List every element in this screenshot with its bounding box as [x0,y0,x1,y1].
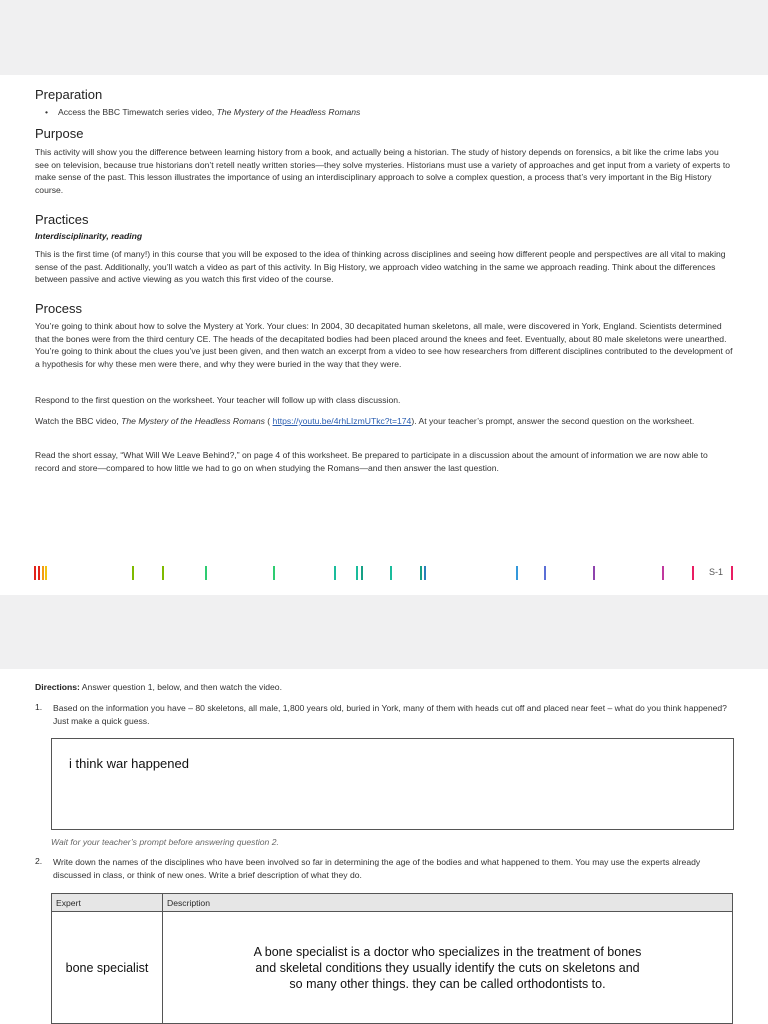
process-paragraph-3 [35,415,733,428]
preparation-list [35,107,733,121]
footer-stripe [361,566,363,580]
process-paragraph-1: You’re going to think about how to solve the Mystery at York. Your clues: In 2004, 30 decapitated human skeletons, all male, were discovered in York, England. Scientists determined that the bones were from the third century CE. The heads of the decapitated bodies had been placed around the knees and feet. Eventually, about 80 male skeletons were unearthed. You’re going to think about the clues you’ve just been given, and then watch an excerpt from a video to see how researchers from different disciplines contributed to the development of a hypothesis for why these men were there, and why they were buried in the way that they were. [35,321,733,369]
footer-stripe [424,566,426,580]
video-title: The Mystery of the Headless Romans [216,107,361,117]
footer-stripe [162,566,164,580]
question-1-text: Based on the information you have – 80 skeletons, all male, 1,800 years old, buried in York, many of them with heads cut off and placed near feet – what do you think happened? Just make a quick guess. [53,703,727,726]
column-header-expert: Expert [52,894,163,912]
watch-suffix: ). At your teacher’s prompt, answer the second question on the worksheet. [411,416,695,426]
description-cell[interactable]: A bone specialist is a doctor who specializes in the treatment of bones and skeletal conditions they usually identify the cuts on skeletons and so many other things. they can be called orthodontists to. [163,912,733,1024]
footer-stripe [334,566,336,580]
preparation-heading: Preparation [35,87,103,102]
purpose-heading: Purpose [35,126,84,141]
page-number: S-1 [709,567,724,577]
bullet-prefix: Access the BBC Timewatch series video, [58,107,217,117]
question-2 [35,856,733,881]
practices-text: This is the first time (of many!) in this course that you will be exposed to the idea of thinking across disciplines and seeing how different people and perspectives are all vital to making sense of the past. Additionally, you’ll watch a video as part of this activity. In Big History, we approach video watching in the same we approach reading. Think about the differences between passive and active viewing as you watch this first video of the course. [35,249,726,285]
process-paragraph-2: Respond to the first question on the worksheet. Your teacher will follow up with class discussion. [35,395,401,405]
watch-title: The Mystery of the Headless Romans [121,416,265,426]
footer-stripe [593,566,595,580]
question-1-number: 1. [35,702,43,712]
question-1-answer-box[interactable] [51,738,734,830]
footer-stripe [132,566,134,580]
footer-stripe [544,566,546,580]
wait-note: Wait for your teacher’s prompt before answering question 2. [51,837,279,847]
footer-stripe [34,566,36,580]
preparation-bullet [45,107,360,117]
experts-table [51,893,733,1024]
footer-stripe [390,566,392,580]
column-header-description: Description [163,894,733,912]
video-link[interactable]: https://youtu.be/4rhLIzmUTkc?t=174 [272,416,412,426]
footer-stripe [356,566,358,580]
directions-text: Answer question 1, below, and then watch the video. [79,682,282,692]
practices-subheading: Interdisciplinarity, reading [35,231,143,241]
practices-heading: Practices [35,212,89,227]
directions-label: Directions: [35,682,80,692]
process-heading: Process [35,301,82,316]
footer-stripe [516,566,518,580]
expert-cell[interactable]: bone specialist [52,912,163,1024]
footer-stripe [45,566,47,580]
footer-stripe [205,566,207,580]
question-2-text: Write down the names of the disciplines who have been involved so far in determining the age of the bodies and what happened to them. You may use the experts already discussed in class, or think of new ones. Write a brief description of what they do. [53,857,701,880]
footer-stripe [273,566,275,580]
watch-paren: ( [264,416,273,426]
table-header-row [52,894,733,912]
footer-stripe [692,566,694,580]
process-paragraph-4: Read the short essay, “What Will We Leave Behind?,” on page 4 of this worksheet. Be prepared to participate in a discussion about the amount of information we are now able to record and store—compared to how little we had to go on when studying the Romans—and then answer the last question. [35,450,708,473]
footer-stripe [42,566,44,580]
question-1 [35,702,733,727]
footer-stripe [38,566,40,580]
purpose-text: This activity will show you the difference between learning history from a book, and actually being a historian. The study of history depends on forensics, a bit like the crime labs you see on television, because true historians don’t retell neatly written stories—they solve mysteries. Historians must use a variety of approaches and get input from a variety of experts to make sense of the past. This lesson illustrates the importance of using an interdisciplinary approach to solve a complex question, a process that’s very important in the Big History course. [35,147,730,195]
footer-stripe [662,566,664,580]
question-1-answer[interactable]: i think war happened [69,756,189,771]
question-2-number: 2. [35,856,43,866]
footer-stripe [731,566,733,580]
watch-prefix: Watch the BBC video, [35,416,122,426]
directions [35,681,733,694]
table-row [52,912,733,1024]
footer-stripe [420,566,422,580]
